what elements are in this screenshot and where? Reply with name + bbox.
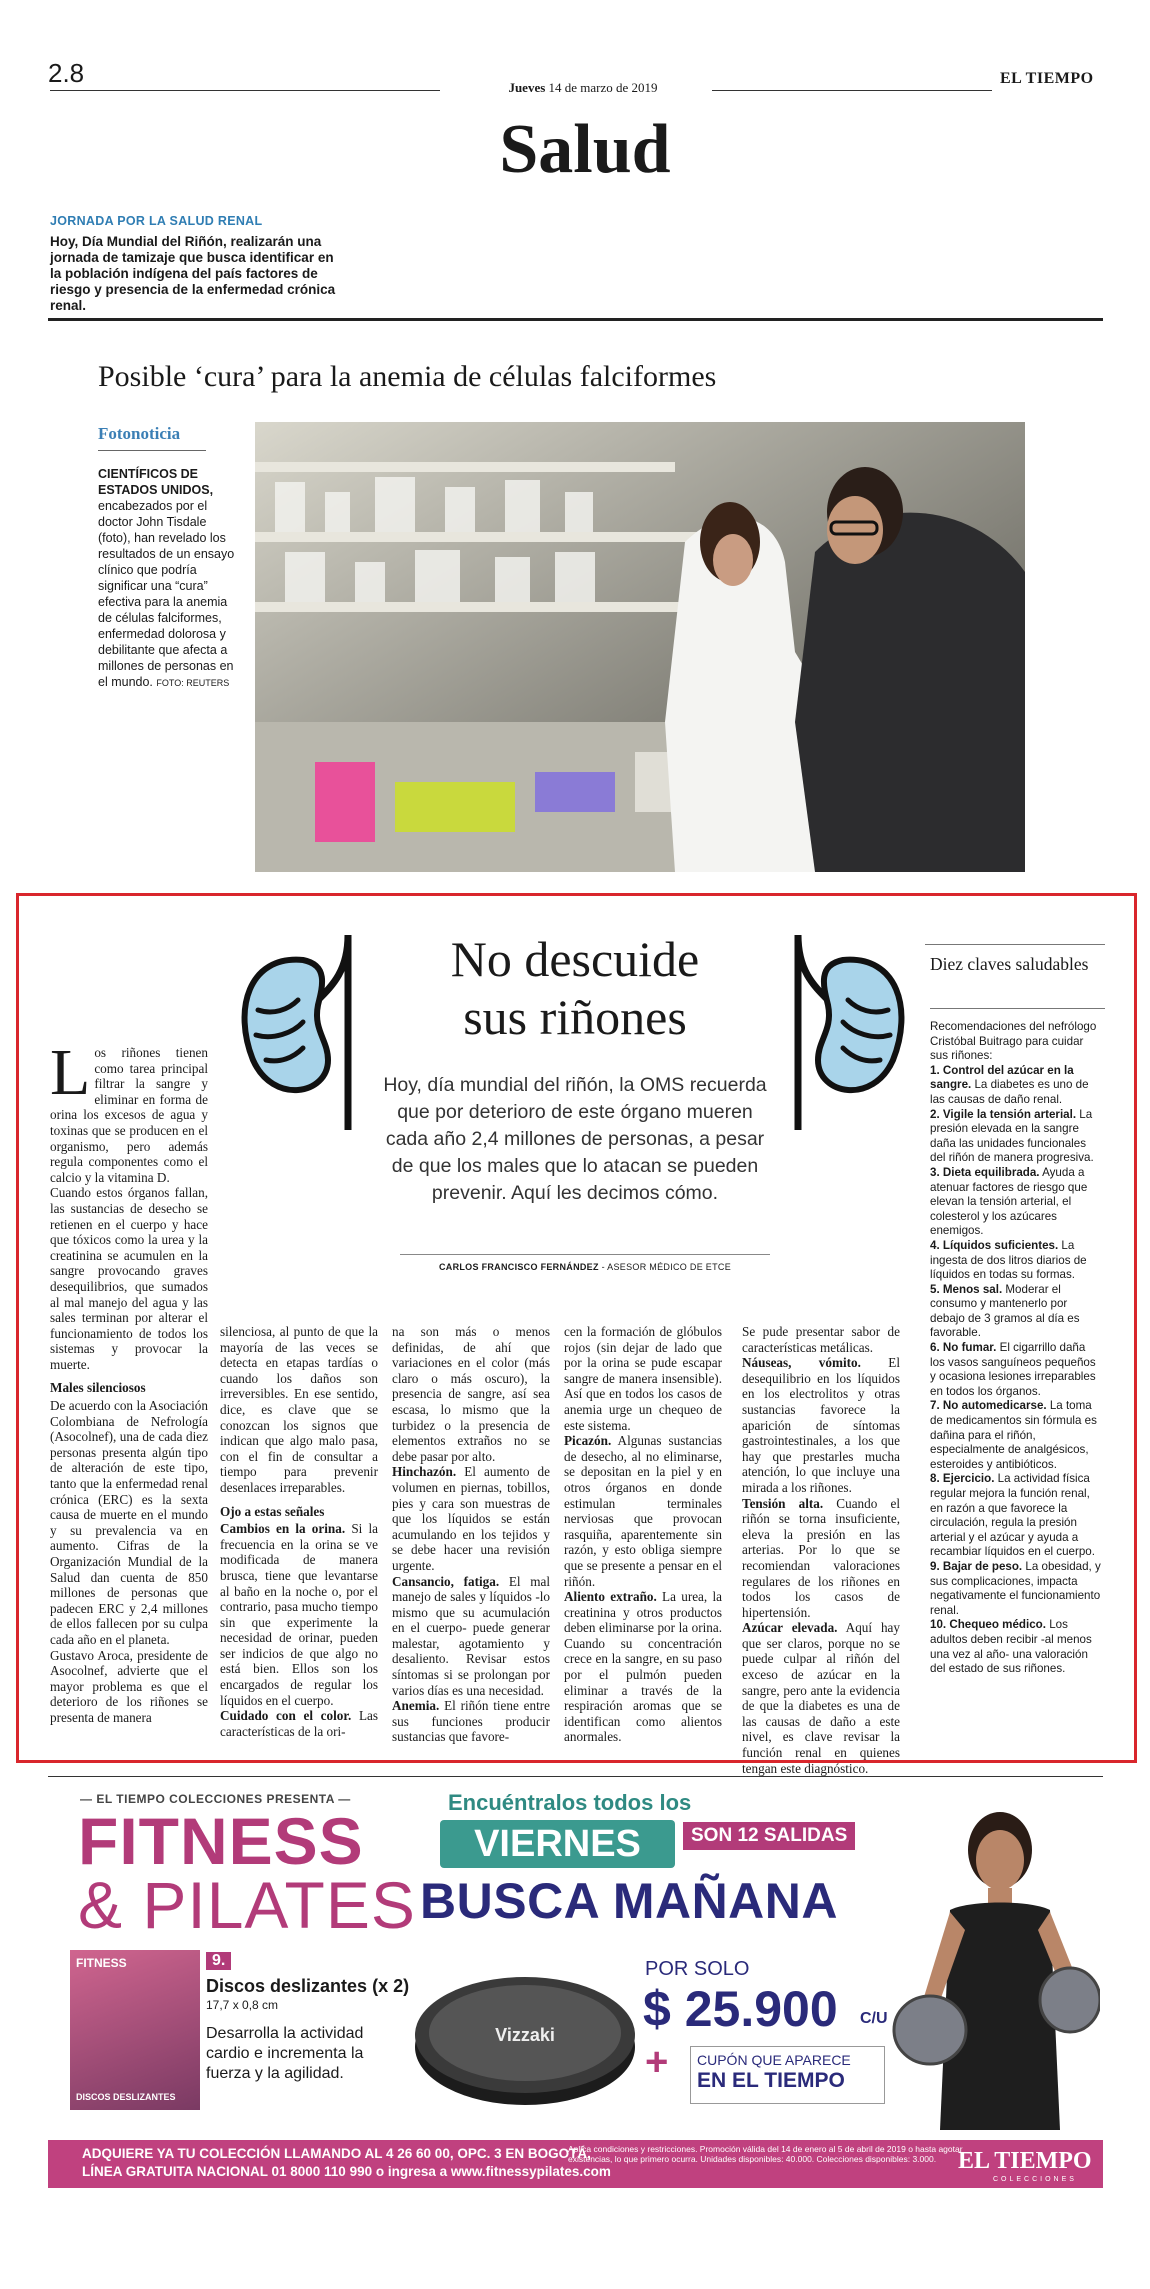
ad-legal-text: Aplica condiciones y restricciones. Promoción válida del 14 de enero al 5 de abril de 2019 o hasta agotar existencias, lo que primero ocurra. Unidades disponibles: 40.000. Colecciones disponibles: 3.000.: [568, 2144, 963, 2164]
article-paragraph: [392, 1574, 550, 1699]
top-kicker: JORNADA POR LA SALUD RENAL: [50, 214, 263, 228]
tip-text: Los adultos deben recibir -al menos una vez al año- una valoración del estado de sus riñones.: [930, 1618, 1092, 1676]
tip-text: El cigarrillo daña los vasos sanguíneos pequeños y ocasiona lesiones irreparables en todos los órganos.: [930, 1341, 1096, 1398]
tips-title: Diez claves saludables: [930, 954, 1089, 974]
byline-role: - ASESOR MÉDICO DE ETCE: [598, 1262, 732, 1272]
tip-lead: 10. Chequeo médico.: [930, 1618, 1046, 1632]
dropcap: L: [50, 1036, 91, 1109]
subhead-silenciosos: Males silenciosos: [50, 1380, 146, 1396]
photo-caption: [98, 466, 240, 691]
tips-title-rule: [930, 1008, 1105, 1009]
text-color: Las características de la ori-: [220, 1708, 378, 1739]
lead-color: Cuidado con el color.: [220, 1708, 352, 1724]
feature-byline: [400, 1262, 770, 1272]
ad-issue-number: 9.: [206, 1952, 231, 1970]
coupon-line-1: CUPÓN QUE APARECE: [697, 2052, 851, 2068]
lead-hinchazon: Hinchazón.: [392, 1464, 457, 1480]
kidney-right-icon: [768, 930, 918, 1130]
disc-brand: Vizzaki: [495, 2025, 555, 2045]
article-paragraph: [742, 1496, 900, 1621]
ad-product-description: Desarrolla la actividad cardio e incrementa la fuerza y la agilidad.: [206, 2025, 364, 2082]
lead-azucar: Azúcar elevada.: [742, 1620, 838, 1636]
tip-item: [930, 1166, 1102, 1239]
tip-text: Moderar el consumo y mantenerlo por debajo de 3 gramos al día es favorable.: [930, 1282, 1080, 1340]
photo-credit: FOTO: REUTERS: [156, 678, 230, 688]
article-column-2: [220, 1324, 378, 1739]
lab-photo: [255, 422, 1025, 872]
article-paragraph: [392, 1698, 550, 1745]
article-column-5: [742, 1324, 900, 1776]
ad-fitness-title: FITNESS: [78, 1804, 364, 1878]
ad-price-unit: C/U: [860, 2010, 888, 2027]
tip-item: [930, 1108, 1102, 1166]
tip-lead: 2. Vigile la tensión arterial.: [930, 1107, 1077, 1121]
article-paragraph: Se pude presentar sabor de características metálicas.: [742, 1324, 900, 1355]
tip-item: [930, 1064, 1102, 1108]
ad-contact-bar: [48, 2140, 1103, 2188]
tip-item: [930, 1399, 1102, 1472]
ad-salidas-badge: SON 12 SALIDAS: [683, 1822, 855, 1850]
lead-tension: Tensión alta.: [742, 1495, 824, 1511]
ad-plus-sign: +: [645, 2040, 669, 2084]
tips-list: [930, 1020, 1102, 1677]
article-column-4: [564, 1324, 722, 1745]
masthead: EL TIEMPO: [1000, 70, 1094, 87]
top-deck: Hoy, Día Mundial del Riñón, realizarán una jornada de tamizaje que busca identificar en la población indígena del país factores de riesgo y presencia de la enfermedad crónica renal.: [50, 234, 336, 313]
feature-title-line2: sus riñones: [463, 989, 687, 1045]
tip-item: [930, 1472, 1102, 1560]
tip-lead: 4. Líquidos suficientes.: [930, 1238, 1059, 1252]
ad-logo-sub: COLECCIONES: [993, 2176, 1077, 2183]
fotonoticia-label: Fotonoticia: [98, 424, 181, 443]
caption-text: encabezados por el doctor John Tisdale (foto), han revelado los resultados de un ensayo clínico que podría significar una “cura” efectiva para la anemia de células falciformes, enfermedad dolorosa y debilitante que afecta a millones de personas en el mundo.: [98, 499, 235, 689]
ad-model-figure: [890, 1800, 1100, 2130]
text-hinchazon: El aumento de volumen en piernas, tobillos, pies y cara son muestras de que los líquidos se están acumulando en los tejidos y se debe hacer una revisión urgente.: [392, 1464, 550, 1573]
lead-nauseas: Náuseas, vómito.: [742, 1355, 861, 1371]
text-azucar: Aquí hay que ser claros, porque no se puede culpar al riñón del exceso de azúcar en la sangre, pero ante la evidencia de que la diabetes es una de las causas de daño a este nivel, es clave revisar la función renal en quienes tengan este diagnóstico.: [742, 1620, 901, 1776]
lead-picazon: Picazón.: [564, 1433, 612, 1449]
ad-viernes-badge: VIERNES: [440, 1820, 675, 1868]
article-paragraph: De acuerdo con la Asociación Colombiana de Nefrología (Asocolnef), una de cada diez personas presenta algún tipo de alteración de este tipo, tanto que la enfermedad renal crónica (ERC) es la sexta causa de muerte en el mundo y su prevalencia va en aumento. Cifras de la Organización Mundial de la Salud dan cuenta de 850 millones de personas que padecen ERC y 2,4 millones de ellos fallecen por su culpa cada año en el planeta.: [50, 1398, 208, 1647]
caption-lead: CIENTÍFICOS DE ESTADOS UNIDOS,: [98, 467, 214, 497]
tip-text: La ingesta de dos litros diarios de líquidos en todas su formas.: [930, 1238, 1087, 1282]
ad-busca-headline: BUSCA MAÑANA: [420, 1873, 839, 1929]
tip-text: La obesidad, y sus complicaciones, impacta negativamente el funcionamiento renal.: [930, 1559, 1101, 1617]
header-rule-right: [712, 90, 992, 91]
tip-text: La diabetes es uno de las causas de daño renal.: [930, 1078, 1089, 1106]
feature-title: [360, 930, 790, 1046]
article-paragraph: Gustavo Aroca, presidente de Asocolnef, advierte que el mayor problema es que el deterioro de los riñones se presenta de manera: [50, 1647, 208, 1725]
article-paragraph: [742, 1355, 900, 1495]
ad-pilates-title: & PILATES: [78, 1868, 416, 1942]
article-paragraph: [742, 1620, 900, 1776]
tip-lead: 1. Control del azúcar en la sangre.: [930, 1063, 1074, 1092]
lead-cansancio: Cansancio, fatiga.: [392, 1573, 500, 1589]
slide-disc-icon: [405, 1955, 645, 2115]
cover-subtitle: DISCOS DESLIZANTES: [76, 2092, 176, 2102]
page-number: 2.8: [48, 58, 85, 88]
lead-orina: Cambios en la orina.: [220, 1521, 346, 1537]
article-paragraph: cen la formación de glóbulos rojos (sin dejar de lado que por la orina se pude escapar sangre de manera insensible). Así que en todos los casos de anemia urge un chequeo de este sistema.: [564, 1324, 722, 1433]
subhead-senales: Ojo a estas señales: [220, 1503, 325, 1519]
date-rest: 14 de marzo de 2019: [548, 80, 658, 95]
ad-price: $ 25.900: [643, 1981, 838, 2037]
tip-item: [930, 1560, 1102, 1618]
section-divider: [48, 318, 1103, 321]
byline-rule: [400, 1254, 770, 1255]
section-title: Salud: [499, 111, 671, 188]
article-paragraph: silenciosa, al punto de que la mayoría de las veces se detecta en etapas tardías o cuando los daños son irreversibles. En ese sentido, dice, es clave que se conozcan los signos que indican que algo malo pasa, con el fin de consultar a tiempo para prevenir desenlaces irreparables.: [220, 1324, 378, 1495]
cover-title: FITNESS: [76, 1956, 127, 1970]
text-aliento: La urea, la creatinina y otros productos deben eliminarse por la orina. Cuando su concentración crece en la sangre, en su paso por el pulmón pueden eliminar a través de la respiración aromas que se identifican como alientos anormales.: [564, 1589, 722, 1745]
article-paragraph: Cuando estos órganos fallan, las sustancias de desecho se retienen en el cuerpo y hace que tóxicos como la urea y la creatinina se acumulen en la sangre provocando graves desequilibrios, que sumados al mal manejo del agua y las sales terminan por alterar el funcionamiento de todos los sistemas y provocar la muerte.: [50, 1185, 208, 1372]
tip-item: [930, 1618, 1102, 1676]
ad-product-size: 17,7 x 0,8 cm: [206, 1998, 279, 2012]
tip-text: La presión elevada en la sangre daña las unidades funcionales del riñón de manera progresiva.: [930, 1107, 1094, 1165]
ad-call-line-1: ADQUIERE YA TU COLECCIÓN LLAMANDO AL 4 26 60 00, OPC. 3 EN BOGOTÁ,: [82, 2146, 591, 2161]
tip-lead: 6. No fumar.: [930, 1341, 997, 1355]
article-paragraph: [564, 1589, 722, 1745]
ad-product-name: Discos deslizantes (x 2): [206, 1976, 410, 1996]
tip-text: La toma de medicamentos sin fórmula es dañina para el riñón, especialmente de analgésicos, esteroides y antibióticos.: [930, 1399, 1097, 1471]
tip-lead: 9. Bajar de peso.: [930, 1559, 1023, 1573]
article-column-3: [392, 1324, 550, 1745]
text-nauseas: El desequilibrio en los líquidos en los electrolitos y otras sustancias favorece la aparición de síntomas gastrointestinales, a los que hay que prestarles mucha atención, lo que incluye una mirada a los riñones.: [742, 1355, 900, 1495]
issue-date: [438, 80, 728, 96]
tips-top-rule: [925, 944, 1105, 945]
byline-name: CARLOS FRANCISCO FERNÁNDEZ: [438, 1262, 599, 1272]
ad-logo: EL TIEMPO: [958, 2148, 1092, 2174]
text-tension: Cuando el riñón se torna insuficiente, eleva la presión en las arterias. Por lo que se recomiendan valoraciones regulares de los riñones en todos los casos de hipertensión.: [742, 1495, 900, 1620]
article-paragraph: [220, 1521, 378, 1708]
kidney-left-icon: [228, 930, 378, 1130]
article-paragraph: na son más o menos definidas, de ahí que variaciones en el color (más claro o más oscuro), la presencia de sangre, así sea escasa, lo mismo que la turbidez o la presencia de elementos extraños no se debe pasar por alto.: [392, 1324, 550, 1464]
feature-title-line1: No descuide: [450, 931, 700, 987]
article-paragraph: os riñones tienen como tarea principal filtrar la sangre y eliminar en forma de orina los excesos de agua y toxinas que se producen en el organismo, pero además regula componentes como el calcio y la vitamina D.: [50, 1045, 208, 1185]
tip-text: La actividad física regular mejora la función renal, en razón a que favorece la circulación, regula la presión arterial y el azúcar y ayuda a recambiar líquidos en el cuerpo.: [930, 1472, 1095, 1559]
ad-find-text: Encuéntralos todos los: [448, 1790, 692, 1815]
ad-coupon-box: [690, 2046, 885, 2104]
tips-intro: Recomendaciones del nefrólogo Cristóbal Buitrago para cuidar sus riñones:: [930, 1020, 1097, 1063]
article-paragraph: [392, 1464, 550, 1573]
text-anemia: El riñón tiene entre sus funciones producir sustancias que favore-: [392, 1698, 550, 1745]
ad-call-line-2: LÍNEA GRATUITA NACIONAL 01 8000 110 990 o ingresa a www.fitnessypilates.com: [82, 2164, 611, 2179]
date-day: Jueves: [508, 80, 546, 95]
ad-kicker: — EL TIEMPO COLECCIONES PRESENTA —: [80, 1792, 351, 1806]
lead-anemia: Anemia.: [392, 1698, 440, 1714]
lead-aliento: Aliento extraño.: [564, 1589, 657, 1605]
feature-intro: Hoy, día mundial del riñón, la OMS recuerda que por deterioro de este órgano mueren cada año 2,4 millones de personas, a pesar de que los males que lo atacan se pueden prevenir. Aquí les decimos cómo.: [383, 1074, 767, 1204]
article-column-1: [50, 1036, 208, 1726]
photo-story-headline: Posible ‘cura’ para la anemia de células falciformes: [98, 360, 717, 393]
ad-top-rule: [48, 1776, 1103, 1777]
text-orina: Si la frecuencia en la orina se ve modificada de manera brusca, tiene que levantarse al baño en la noche o, por el contrario, pasa mucho tiempo sin que experimente la necesidad de orinar, pueden ser indicios de que algo no está bien. Ellos son los encargados de regular los líquidos en el cuerpo.: [220, 1521, 379, 1708]
lab-photo-illustration: [255, 422, 1025, 872]
tip-lead: 5. Menos sal.: [930, 1282, 1003, 1296]
tip-item: [930, 1283, 1102, 1341]
tip-text: Ayuda a atenuar factores de riesgo que elevan la tensión arterial, el colesterol y los azúcares enemigos.: [930, 1165, 1088, 1238]
text-cansancio: El mal manejo de sales y líquidos -lo mismo que su acumulación en el cuerpo- puede generar malestar, agotamiento y desaliento. Revisar estos síntomas si se prolongan por varios días es una necesidad.: [392, 1573, 550, 1698]
ad-book-cover: [70, 1950, 200, 2110]
fotonoticia-rule: [98, 450, 206, 451]
article-paragraph: [220, 1708, 378, 1739]
ad-por-solo: POR SOLO: [645, 1958, 750, 1980]
article-paragraph: [564, 1433, 722, 1589]
tip-lead: 3. Dieta equilibrada.: [930, 1165, 1040, 1179]
tip-item: [930, 1341, 1102, 1399]
coupon-line-2: EN EL TIEMPO: [697, 2069, 845, 2092]
tip-lead: 8. Ejercicio.: [930, 1472, 995, 1486]
tip-lead: 7. No automedicarse.: [930, 1399, 1047, 1413]
tip-item: [930, 1239, 1102, 1283]
header-rule-left: [50, 90, 440, 91]
text-picazon: Algunas sustancias de desecho, al no eliminarse, se depositan en la piel y en otros órganos en donde estimulan terminales nerviosas que provocan rasquiña, aparentemente sin razón, y esto obliga siempre que se presente a pensar en el riñón.: [564, 1433, 722, 1589]
